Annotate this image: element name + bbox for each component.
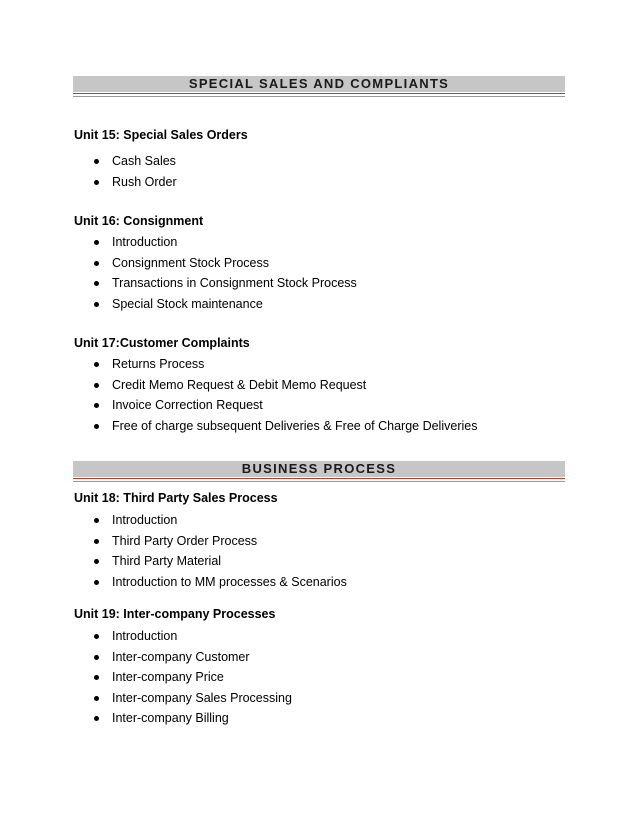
unit-heading-17: Unit 17:Customer Complaints [74,336,250,350]
list-item-text: Inter-company Sales Processing [112,690,292,705]
section-banner-special-sales: SPECIAL SALES AND COMPLIANTS [73,76,565,92]
banner-underline-red [73,478,565,479]
list-item-text: Invoice Correction Request [112,398,263,412]
list-item-text: Cash Sales [112,154,176,168]
list-item-text: Consignment Stock Process [112,255,270,270]
section-banner-business-process: BUSINESS PROCESS [73,461,565,477]
list-item-text: Rush Order [112,174,177,189]
bullet-icon [94,281,99,286]
unit-heading-16: Unit 16: Consignment [74,214,204,228]
list-item-text: Introduction [112,235,178,249]
unit-heading-19: Unit 19: Inter-company Processes [74,607,276,621]
unit-heading-18: Unit 18: Third Party Sales Process [74,491,278,505]
list-item-text: Third Party Material [112,554,222,568]
bullet-icon [94,675,99,680]
list-item-text: Third Party Order Process [112,533,258,548]
list-item-text: Special Stock maintenance [112,296,263,311]
banner-underline-red [73,93,565,94]
bullet-icon [94,159,99,164]
bullet-icon [94,403,99,408]
bullet-icon [94,240,99,245]
bullet-icon [94,261,99,266]
banner-underline-gray [73,96,565,97]
bullet-icon [94,539,99,544]
bullet-icon [94,655,99,660]
list-item-text: Introduction to MM processes & Scenarios [112,574,347,589]
bullet-icon [94,362,99,367]
bullet-icon [94,302,99,307]
list-item-text: Introduction [112,629,178,643]
bullet-icon [94,696,99,701]
list-item-text: Free of charge subsequent Deliveries & Free of Charge Deliveries [112,418,478,433]
bullet-icon [94,383,99,388]
list-item-text: Inter-company Customer [112,649,250,664]
list-item-text: Inter-company Billing [112,711,229,725]
bullet-icon [94,518,99,523]
bullet-icon [94,634,99,639]
unit-heading-15: Unit 15: Special Sales Orders [74,128,248,142]
bullet-icon [94,716,99,721]
banner-underline-gray [73,481,565,482]
bullet-icon [94,424,99,429]
bullet-icon [94,580,99,585]
bullet-icon [94,559,99,564]
list-item-text: Transactions in Consignment Stock Process [112,276,357,290]
list-item-text: Credit Memo Request & Debit Memo Request [112,377,367,392]
list-item-text: Introduction [112,513,178,527]
bullet-icon [94,180,99,185]
list-item-text: Returns Process [112,357,205,371]
list-item-text: Inter-company Price [112,670,224,684]
